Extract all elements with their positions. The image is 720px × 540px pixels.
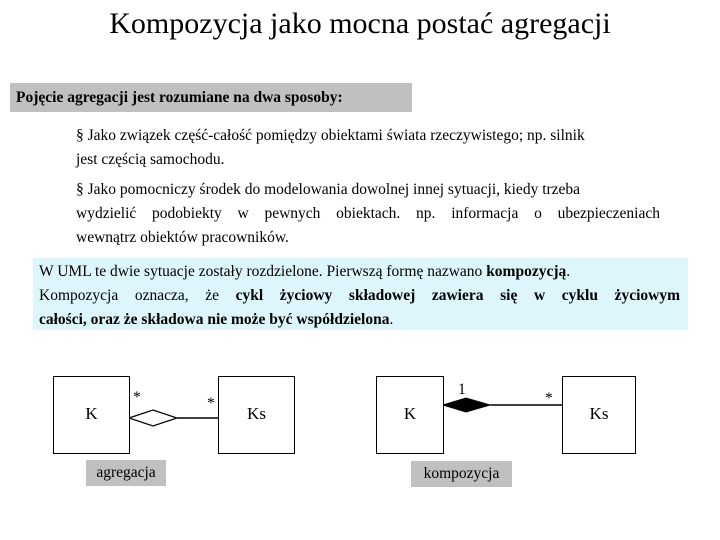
bullet-2-line-2: wydzielić podobiekty w pewnych obiektach. np. informacja o ubezpieczeniach xyxy=(76,205,660,222)
bullet-2-line-3: wewnątrz obiektów pracowników. xyxy=(76,229,289,246)
caption-kompozycja: kompozycja xyxy=(411,461,512,487)
multiplicity-part-composition: * xyxy=(545,390,553,407)
multiplicity-part-aggregation: * xyxy=(207,395,215,412)
bullet-marker-icon: § xyxy=(76,181,84,198)
class-label-part-aggregation: Ks xyxy=(247,404,266,423)
multiplicity-whole-aggregation: * xyxy=(133,389,141,406)
aggregation-hollow-diamond-icon xyxy=(129,410,177,426)
bullet-1-line-2: jest częścią samochodu. xyxy=(76,151,225,168)
multiplicity-whole-composition: 1 xyxy=(458,381,466,398)
class-label-whole-aggregation: K xyxy=(85,404,98,423)
bullet-1-line-1: § Jako związek część-całość pomiędzy obiektami świata rzeczywistego; np. silnik xyxy=(76,127,585,144)
bullet-marker-icon: § xyxy=(76,127,84,144)
note-line-1: W UML te dwie sytuacje zostały rozdzielone. Pierwszą formę nazwano kompozycją. xyxy=(39,263,571,280)
composition-filled-diamond-icon xyxy=(443,398,490,412)
page-title: Kompozycja jako mocna postać agregacji xyxy=(109,7,611,40)
class-label-part-composition: Ks xyxy=(589,404,609,423)
term-kompozycja: kompozycją xyxy=(486,263,567,280)
bullet-2-line-1: § Jako pomocniczy środek do modelowania dowolnej innej sytuacji, kiedy trzeba xyxy=(76,181,581,198)
class-label-whole-composition: K xyxy=(403,404,417,423)
note-line-3: całości, oraz że składowa nie może być współdzielona. xyxy=(39,311,394,328)
caption-agregacja: agregacja xyxy=(86,460,166,486)
section-heading: Pojęcie agregacji jest rozumiane na dwa sposoby: xyxy=(10,83,412,112)
note-line-2: Kompozycja oznacza, że cykl życiowy składowej zawiera się w cyklu życiowym xyxy=(39,287,681,304)
